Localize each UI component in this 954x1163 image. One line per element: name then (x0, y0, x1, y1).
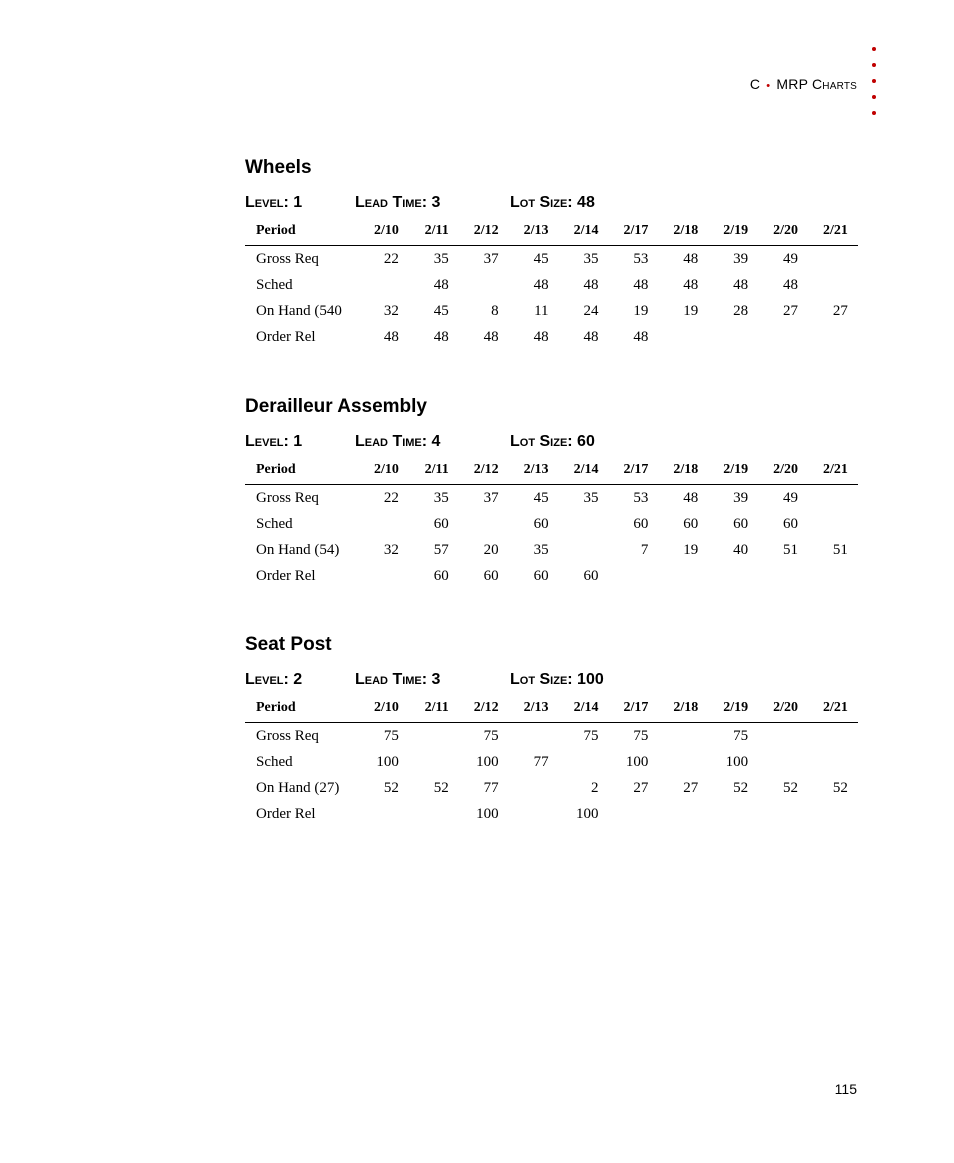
table-cell: 27 (783, 302, 799, 319)
table-row (245, 723, 858, 750)
level-label: Level: 1 (245, 194, 303, 211)
table-cell (559, 511, 609, 537)
table-cell: 48 (633, 328, 649, 345)
row-label: Sched (256, 753, 293, 770)
table-cell: 48 (433, 276, 449, 293)
table-cell: 22 (383, 489, 399, 506)
section-title: Seat Post (245, 634, 332, 655)
header-separator: • (766, 80, 771, 92)
table-cell (758, 723, 808, 750)
table-cell: 60 (733, 515, 749, 532)
mrp-table (245, 456, 858, 589)
row-label: Gross Req (256, 727, 319, 744)
table-cell (708, 801, 758, 827)
table-row (245, 749, 858, 775)
period-column-header: 2/13 (509, 456, 559, 485)
table-cell: 37 (483, 250, 499, 267)
table-cell (808, 272, 858, 298)
period-column-header: 2/21 (808, 694, 858, 723)
table-cell: 60 (433, 567, 449, 584)
table-cell: 49 (783, 250, 799, 267)
table-row (245, 775, 858, 801)
table-cell: 60 (533, 515, 549, 532)
table-cell (459, 272, 509, 298)
table-cell: 48 (583, 328, 599, 345)
table-cell: 27 (633, 779, 649, 796)
period-column-header: 2/19 (708, 456, 758, 485)
chapter-title-a: MRP C (776, 76, 823, 92)
row-label: Order Rel (256, 805, 316, 822)
mrp-table (245, 694, 858, 827)
table-cell (758, 801, 808, 827)
table-cell: 48 (433, 328, 449, 345)
row-label: On Hand (54) (256, 541, 340, 558)
table-cell (758, 563, 808, 589)
running-header (620, 76, 857, 92)
dot-decoration (872, 47, 876, 51)
table-cell: 28 (733, 302, 749, 319)
section-meta (245, 432, 857, 452)
table-cell: 48 (733, 276, 749, 293)
table-cell (509, 801, 559, 827)
period-column-header: 2/17 (608, 456, 658, 485)
period-column-header: 2/10 (359, 217, 409, 246)
table-cell: 27 (832, 302, 848, 319)
table-cell (808, 723, 858, 750)
lead-time-label: Lead Time: 4 (355, 433, 441, 450)
table-row (245, 511, 858, 537)
period-column-header: 2/17 (608, 217, 658, 246)
table-cell: 39 (733, 489, 749, 506)
row-label: Sched (256, 515, 293, 532)
table-row (245, 298, 858, 324)
period-column-header: 2/10 (359, 694, 409, 723)
table-cell: 75 (583, 727, 599, 744)
table-cell: 45 (533, 489, 549, 506)
table-cell (658, 801, 708, 827)
period-column-header: 2/18 (658, 694, 708, 723)
table-cell (808, 749, 858, 775)
table-cell (658, 563, 708, 589)
table-cell: 52 (433, 779, 449, 796)
lot-size-label: Lot Size: 48 (510, 194, 595, 211)
table-cell (758, 324, 808, 350)
table-cell: 52 (383, 779, 399, 796)
table-cell: 52 (733, 779, 749, 796)
period-column-header: 2/10 (359, 456, 409, 485)
dot-decoration (872, 111, 876, 115)
table-row (245, 246, 858, 273)
section-derailleur-assembly (245, 395, 857, 589)
lead-time-label: Lead Time: 3 (355, 194, 441, 211)
table-cell: 20 (483, 541, 499, 558)
table-cell: 24 (583, 302, 599, 319)
table-cell: 27 (683, 779, 699, 796)
section-title: Wheels (245, 157, 312, 178)
table-cell: 35 (533, 541, 549, 558)
level-label: Level: 2 (245, 671, 303, 688)
table-cell: 40 (733, 541, 749, 558)
table-cell: 77 (533, 753, 549, 770)
chapter-title-b: harts (822, 76, 857, 92)
period-column-header: 2/20 (758, 694, 808, 723)
table-cell: 35 (583, 250, 599, 267)
table-cell: 100 (575, 805, 599, 822)
table-cell: 75 (733, 727, 749, 744)
table-header-row (245, 456, 858, 485)
table-cell: 100 (725, 753, 749, 770)
table-cell (658, 324, 708, 350)
table-cell: 53 (633, 489, 649, 506)
table-cell (608, 563, 658, 589)
dot-decoration (872, 79, 876, 83)
row-label: On Hand (27) (256, 779, 340, 796)
table-row (245, 537, 858, 563)
table-row (245, 801, 858, 827)
table-cell: 100 (476, 753, 499, 770)
period-column-header: 2/17 (608, 694, 658, 723)
period-header: Period (245, 456, 359, 485)
table-cell: 60 (783, 515, 799, 532)
table-cell (808, 563, 858, 589)
row-label: On Hand (540 (256, 302, 342, 319)
period-column-header: 2/13 (509, 694, 559, 723)
table-cell: 39 (733, 250, 749, 267)
section-meta (245, 193, 857, 213)
table-cell (608, 801, 658, 827)
level-label: Level: 1 (245, 433, 303, 450)
row-label: Order Rel (256, 328, 316, 345)
table-cell (409, 801, 459, 827)
table-header-row (245, 694, 858, 723)
table-cell (808, 246, 858, 273)
section-seat-post (245, 633, 857, 827)
table-cell: 48 (533, 328, 549, 345)
table-cell: 11 (534, 302, 549, 319)
table-cell: 2 (590, 779, 599, 796)
table-cell: 57 (433, 541, 449, 558)
table-cell: 48 (783, 276, 799, 293)
row-label: Sched (256, 276, 293, 293)
table-cell (359, 272, 409, 298)
table-cell (359, 563, 409, 589)
table-cell: 77 (483, 779, 499, 796)
table-cell (409, 723, 459, 750)
table-cell: 53 (633, 250, 649, 267)
period-column-header: 2/12 (459, 217, 509, 246)
period-column-header: 2/14 (559, 217, 609, 246)
period-column-header: 2/19 (708, 217, 758, 246)
table-cell: 48 (383, 328, 399, 345)
lead-time-label: Lead Time: 3 (355, 671, 441, 688)
table-cell: 19 (683, 541, 699, 558)
table-cell: 48 (683, 276, 699, 293)
table-cell (359, 511, 409, 537)
period-column-header: 2/20 (758, 456, 808, 485)
table-cell: 48 (633, 276, 649, 293)
table-cell: 51 (832, 541, 848, 558)
table-cell: 60 (683, 515, 699, 532)
margin-dots (872, 47, 882, 127)
section-meta (245, 670, 857, 690)
table-cell: 60 (583, 567, 599, 584)
table-cell (758, 749, 808, 775)
dot-decoration (872, 63, 876, 67)
table-cell (409, 749, 459, 775)
period-column-header: 2/11 (409, 456, 459, 485)
period-column-header: 2/11 (409, 217, 459, 246)
table-cell: 35 (433, 489, 449, 506)
dot-decoration (872, 95, 876, 99)
table-row (245, 272, 858, 298)
table-cell (459, 511, 509, 537)
table-header-row (245, 217, 858, 246)
table-cell: 35 (583, 489, 599, 506)
row-label: Order Rel (256, 567, 316, 584)
page-number: 115 (834, 1081, 857, 1097)
table-cell: 45 (533, 250, 549, 267)
table-cell: 49 (783, 489, 799, 506)
table-cell: 45 (433, 302, 449, 319)
table-row (245, 324, 858, 350)
period-header: Period (245, 217, 359, 246)
table-cell: 75 (633, 727, 649, 744)
table-cell (708, 563, 758, 589)
table-cell: 75 (383, 727, 399, 744)
period-column-header: 2/14 (559, 456, 609, 485)
period-column-header: 2/11 (409, 694, 459, 723)
table-cell: 19 (633, 302, 649, 319)
table-row (245, 563, 858, 589)
table-cell: 48 (583, 276, 599, 293)
table-cell: 48 (533, 276, 549, 293)
table-row (245, 485, 858, 512)
table-cell (808, 324, 858, 350)
table-cell: 75 (483, 727, 499, 744)
table-cell: 32 (383, 541, 399, 558)
chapter-letter: C (749, 76, 761, 92)
table-cell (559, 537, 609, 563)
table-cell: 35 (433, 250, 449, 267)
table-cell (559, 749, 609, 775)
table-cell (359, 801, 409, 827)
mrp-table (245, 217, 858, 350)
lot-size-label: Lot Size: 60 (510, 433, 595, 450)
table-cell (708, 324, 758, 350)
table-cell (509, 775, 559, 801)
row-label: Gross Req (256, 489, 319, 506)
section-title: Derailleur Assembly (245, 396, 427, 417)
lot-size-label: Lot Size: 100 (510, 671, 604, 688)
period-column-header: 2/19 (708, 694, 758, 723)
period-column-header: 2/21 (808, 217, 858, 246)
table-cell: 52 (832, 779, 848, 796)
period-column-header: 2/21 (808, 456, 858, 485)
table-cell: 8 (491, 302, 499, 319)
table-cell: 48 (683, 489, 699, 506)
table-cell: 52 (783, 779, 799, 796)
table-cell: 60 (633, 515, 649, 532)
table-cell: 60 (533, 567, 549, 584)
table-cell (808, 801, 858, 827)
table-cell: 37 (483, 489, 499, 506)
period-column-header: 2/13 (509, 217, 559, 246)
table-cell: 32 (383, 302, 399, 319)
period-header: Period (245, 694, 359, 723)
period-column-header: 2/18 (658, 456, 708, 485)
table-cell (808, 511, 858, 537)
table-cell (658, 749, 708, 775)
section-wheels (245, 156, 857, 350)
row-label: Gross Req (256, 250, 319, 267)
period-column-header: 2/20 (758, 217, 808, 246)
table-cell: 22 (383, 250, 399, 267)
table-cell: 19 (683, 302, 699, 319)
period-column-header: 2/14 (559, 694, 609, 723)
table-cell: 100 (625, 753, 649, 770)
table-cell (658, 723, 708, 750)
table-cell: 7 (640, 541, 649, 558)
table-cell: 48 (683, 250, 699, 267)
table-cell (509, 723, 559, 750)
table-cell: 51 (783, 541, 799, 558)
period-column-header: 2/12 (459, 694, 509, 723)
table-cell (808, 485, 858, 512)
period-column-header: 2/18 (658, 217, 708, 246)
table-cell: 100 (476, 805, 499, 822)
table-cell: 48 (483, 328, 499, 345)
table-cell: 60 (483, 567, 499, 584)
table-cell: 60 (433, 515, 449, 532)
period-column-header: 2/12 (459, 456, 509, 485)
table-cell: 100 (376, 753, 399, 770)
